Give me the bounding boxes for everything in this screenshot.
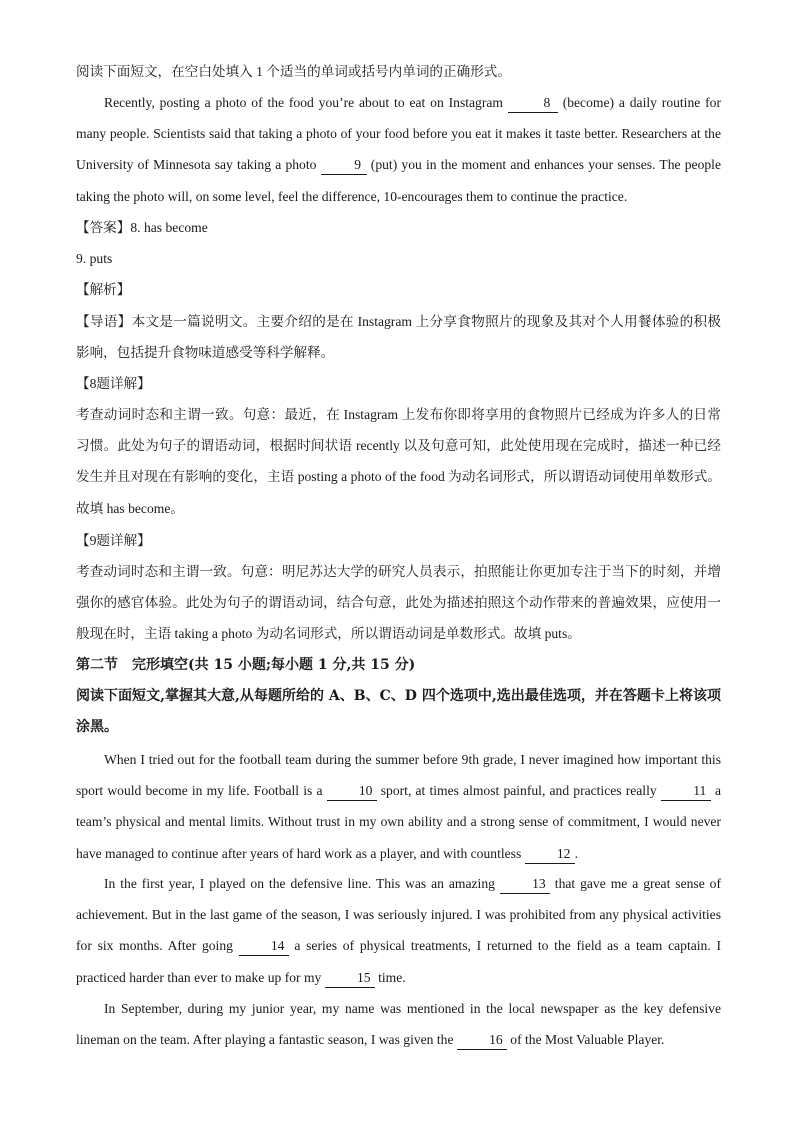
instruction-grammar-fill: 阅读下面短文，在空白处填入 1 个适当的单词或括号内单词的正确形式。 — [76, 64, 511, 79]
passage-text: . — [574, 845, 579, 861]
blank-11: 11 — [661, 782, 711, 801]
passage-football-p1 — [76, 744, 721, 869]
blank-9: 9 — [321, 156, 367, 175]
passage-text: In September, during my junior year, my name was mentioned in the local newspaper as the key defensive lineman on the team. After playing a fantastic season, I was given the — [76, 1001, 721, 1048]
passage-instagram — [76, 87, 721, 212]
blank-16: 16 — [457, 1031, 507, 1050]
passage-text: a team’s physical and mental limits. Without trust in my own ability and a strong sense of commitment, I would never have managed to continue after years of hard work as a player, and with countless — [76, 783, 721, 861]
passage-football-p3 — [76, 993, 721, 1055]
guide-text: 【导语】本文是一篇说明文。主要介绍的是在 Instagram 上分享食物照片的现象及其对个人用餐体验的积极影响，包括提升食物味道感受等科学解释。 — [76, 314, 721, 361]
blank-15: 15 — [325, 969, 375, 988]
section-instruction: 阅读下面短文,掌握其大意,从每题所给的 A、B、C、D 四个选项中,选出最佳选项，并在答题卡上将该项涂黑。 — [76, 688, 721, 736]
q9-explanation: 考查动词时态和主谓一致。句意：明尼苏达大学的研究人员表示，拍照能让你更加专注于当下的时刻，并增强你的感官体验。此处为句子的谓语动词，结合句意，此处为描述拍照这个动作带来的普遍效果，应使用一般现在时，主语 taking a photo 为动名词形式，所以谓语动词是单数形式。故填 puts。 — [76, 564, 721, 642]
q8-label: 【8题详解】 — [76, 376, 151, 391]
passage-text: Recently, posting a photo of the food you’re about to eat on Instagram — [104, 95, 508, 110]
passage-text: (become) a daily routine for many people. Scientists said that taking a photo of your food before you eat it makes it taste better. Researchers at the University of Minnesota say taking a photo — [76, 95, 721, 173]
answer-9: 9. puts — [76, 251, 113, 266]
passage-text: of the Most Valuable Player. — [506, 1032, 665, 1048]
answer-line — [76, 212, 721, 243]
passage-text: a series of physical treatments, I returned to the field as a team captain. I practiced harder than ever to make up for my — [76, 938, 721, 985]
passage-football-p2 — [76, 868, 721, 993]
passage-text: time. — [374, 969, 406, 985]
passage-text: In the first year, I played on the defensive line. This was an amazing — [104, 876, 500, 891]
answer-label: 【答案】 — [76, 220, 131, 235]
blank-12: 12 — [525, 845, 575, 864]
blank-13: 13 — [500, 875, 550, 894]
passage-text: (put) you in the moment and enhances your senses. The people taking the photo will, on some level, feel the difference, 10-encourages them to continue the practice. — [76, 157, 721, 204]
blank-10: 10 — [327, 782, 377, 801]
blank-14: 14 — [239, 937, 289, 956]
analysis-label: 【解析】 — [76, 282, 131, 297]
passage-text: that gave me a great sense of achievement. But in the last game of the season, I was seriously injured. I was prohibited from any physical activities for six months. After going — [76, 876, 721, 954]
passage-text: When I tried out for the football team during the summer before 9th grade, I never imagined how important this sport would become in my life. Football is a — [76, 752, 721, 799]
q8-explanation: 考查动词时态和主谓一致。句意：最近，在 Instagram 上发布你即将享用的食物照片已经成为许多人的日常习惯。此处为句子的谓语动词，根据时间状语 recently 以及句意可知，此处使用现在完成时，描述一种已经发生并且对现在有影响的变化，主语 posting a photo of the food 为动名词形式，所以谓语动词使用单数形式。故填 has become。 — [76, 407, 721, 516]
section-title: 第二节 完形填空(共 15 小题;每小题 1 分,共 15 分) — [76, 657, 416, 673]
passage-text: sport, at times almost painful, and practices really — [376, 783, 661, 799]
q9-label: 【9题详解】 — [76, 533, 151, 548]
blank-8: 8 — [508, 94, 558, 113]
answer-8: 8. has become — [130, 220, 208, 235]
